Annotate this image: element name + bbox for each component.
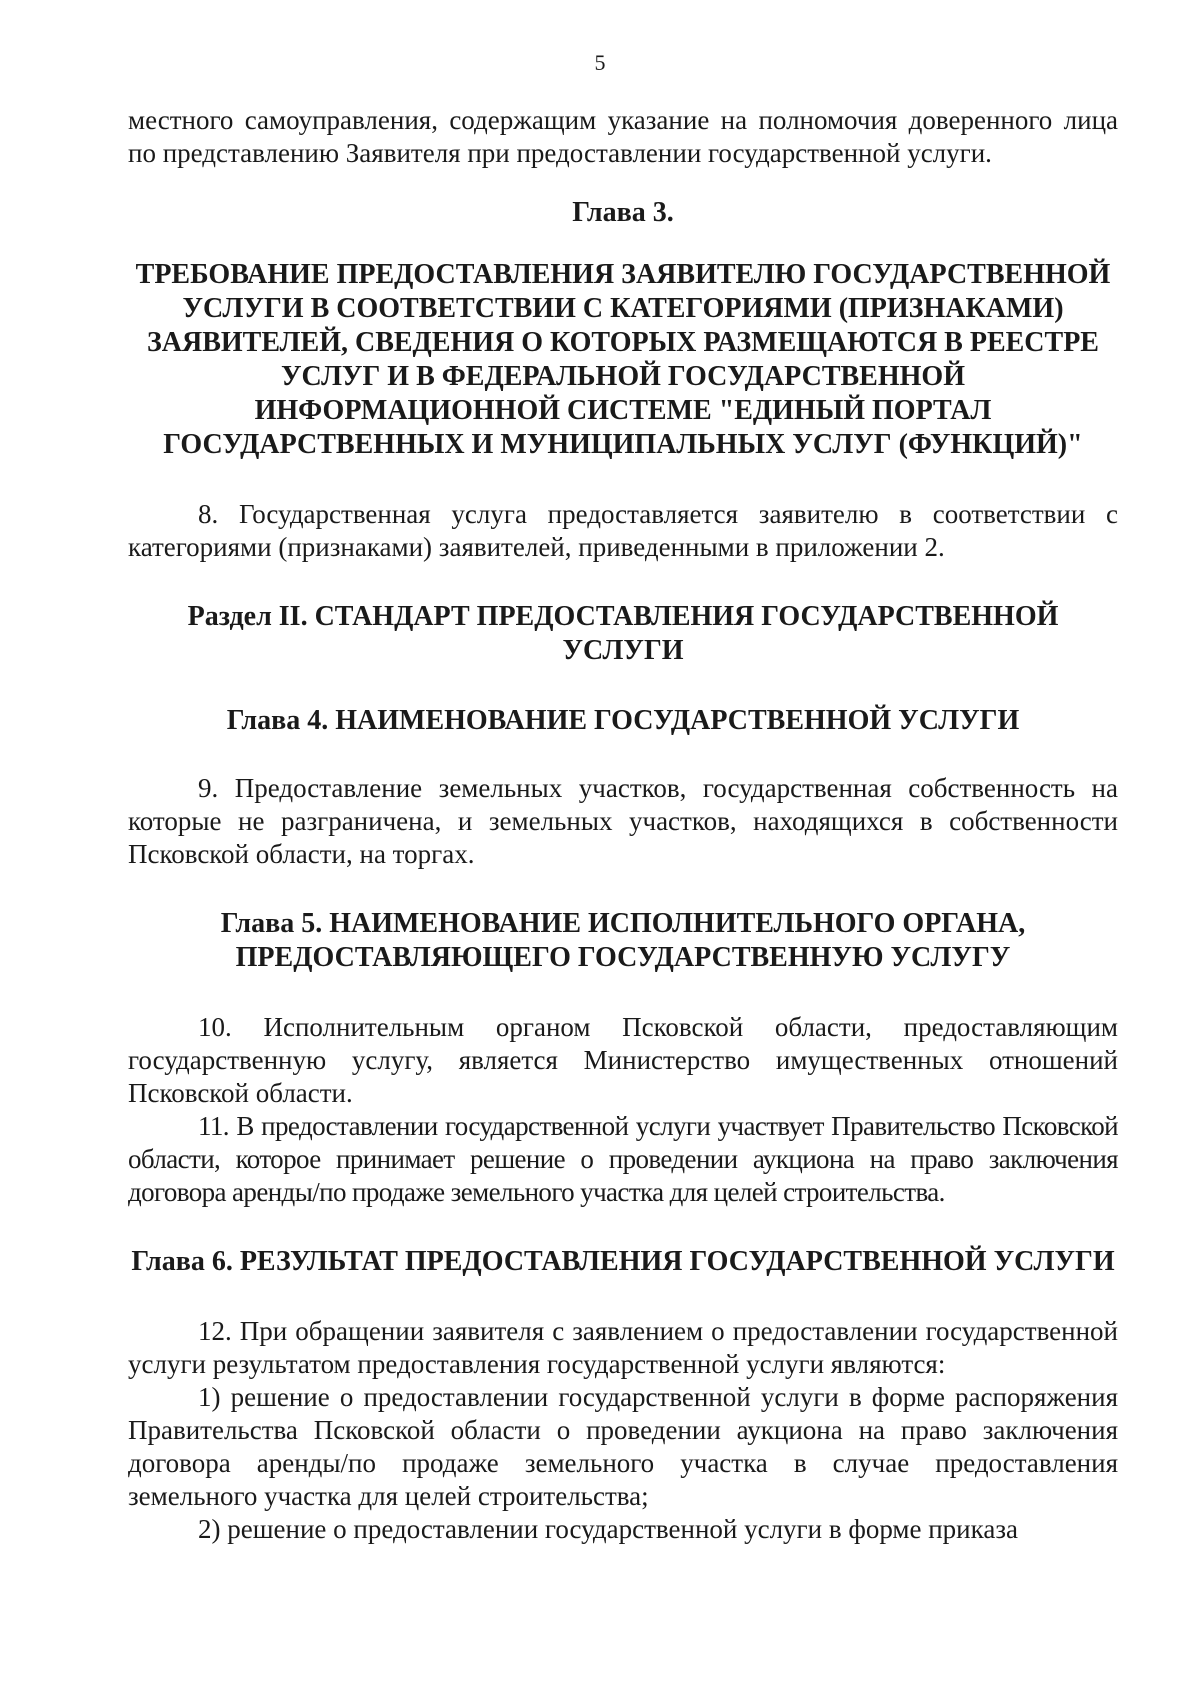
paragraph-8: 8. Государственная услуга предоставляется заявителю в соответствии с категориями (признаками) заявителей, приведенными в приложении 2. — [128, 499, 1118, 562]
section-2-title: Раздел II. СТАНДАРТ ПРЕДОСТАВЛЕНИЯ ГОСУДАРСТВЕННОЙ УСЛУГИ — [187, 601, 1059, 666]
chapter-3-title: ТРЕБОВАНИЕ ПРЕДОСТАВЛЕНИЯ ЗАЯВИТЕЛЮ ГОСУДАРСТВЕННОЙ УСЛУГИ В СООТВЕТСТВИИ С КАТЕГОРИЯМИ (ПРИЗНАКАМИ) ЗАЯВИТЕЛЕЙ, СВЕДЕНИЯ О КОТОРЫХ РАЗМЕЩАЮТСЯ В РЕЕСТРЕ УСЛУГ И В ФЕДЕРАЛЬНОЙ ГОСУДАРСТВЕННОЙ ИНФОРМАЦИОННОЙ СИСТЕМЕ "ЕДИНЫЙ ПОРТАЛ ГОСУДАРСТВЕННЫХ И МУНИЦИПАЛЬНЫХ УСЛУГ (ФУНКЦИЙ)" — [135, 259, 1111, 460]
chapter-5-title: Глава 5. НАИМЕНОВАНИЕ ИСПОЛНИТЕЛЬНОГО ОРГАНА, ПРЕДОСТАВЛЯЮЩЕГО ГОСУДАРСТВЕННУЮ УСЛУГУ — [220, 908, 1026, 973]
paragraph-12-item-2: 2) решение о предоставлении государственной услуги в форме приказа — [198, 1514, 1018, 1544]
paragraph-12-item-1: 1) решение о предоставлении государственной услуги в форме распоряжения Правительства Псковской области о проведении аукциона на право заключения договора аренды/по продаже земельного участка в случае предоставления земельного участка для целей строительства; — [128, 1382, 1118, 1511]
paragraph-intro: местного самоуправления, содержащим указание на полномочия доверенного лица по представлению Заявителя при предоставлении государственной услуги. — [128, 105, 1118, 168]
paragraph-12: 12. При обращении заявителя с заявлением о предоставлении государственной услуги результатом предоставления государственной услуги являются: — [128, 1316, 1118, 1379]
paragraph-10: 10. Исполнительным органом Псковской области, предоставляющим государственную услугу, является Министерство имущественных отношений Псковской области. — [128, 1012, 1118, 1108]
paragraph-11: 11. В предоставлении государственной услуги участвует Правительство Псковской области, которое принимает решение о проведении аукциона на право заключения договора аренды/по продаже земельного участка для целей строительства. — [128, 1111, 1118, 1207]
page-number: 5 — [594, 50, 606, 75]
chapter-3-label: Глава 3. — [572, 197, 674, 228]
paragraph-9: 9. Предоставление земельных участков, государственная собственность на которые не разграничена, и земельных участков, находящихся в собственности Псковской области, на торгах. — [128, 773, 1118, 869]
chapter-4-title: Глава 4. НАИМЕНОВАНИЕ ГОСУДАРСТВЕННОЙ УСЛУГИ — [226, 705, 1020, 736]
chapter-6-title: Глава 6. РЕЗУЛЬТАТ ПРЕДОСТАВЛЕНИЯ ГОСУДАРСТВЕННОЙ УСЛУГИ — [131, 1246, 1115, 1277]
document-body — [128, 104, 1118, 1546]
